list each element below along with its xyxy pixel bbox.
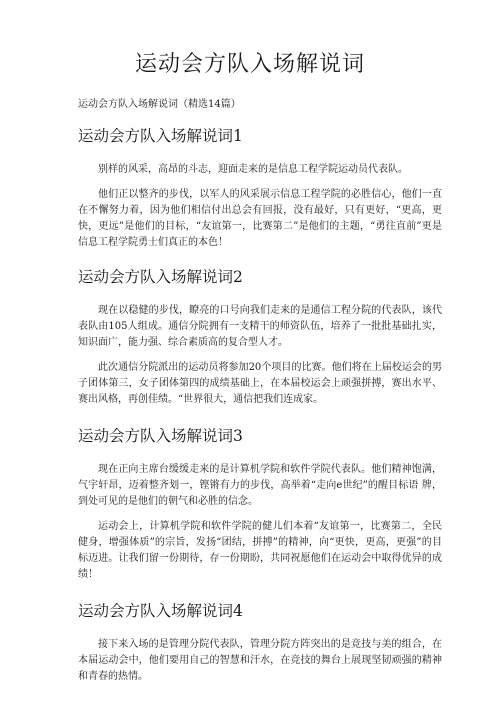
paragraph: 现在正向主席台缓缓走来的是计算机学院和软件学院代表队。他们精神饱满，气宇轩昂，迈着整齐划一，铿锵有力的步伐，高举着“走向e世纪”的醒目标语 牌，到处可见的是他们的朝气和必胜的信念。	[78, 464, 442, 507]
paragraph: 他们正以整齐的步伐，以军人的风采展示信息工程学院的必胜信心，他们一直在不懈努力着，因为他们相信付出总会有回报，没有最好，只有更好，“更高，更快，更远”是他们的目标，“友谊第一，比赛第二”是他们的主题，“勇往直前”更是信息工程学院勇士们真正的本色！	[78, 189, 442, 248]
document-subtitle: 运动会方队入场解说词（精选14篇）	[78, 99, 241, 110]
document-title: 运动会方队入场解说词	[134, 52, 365, 77]
section-heading: 运动会方队入场解说词4	[78, 602, 243, 620]
section-1	[78, 126, 442, 251]
section-heading: 运动会方队入场解说词3	[78, 427, 243, 445]
paragraph: 别样的风采，高昂的斗志，迎面走来的是信息工程学院运动员代表队。	[98, 164, 408, 175]
paragraph: 运动会上，计算机学院和软件学院的健儿们本着“友谊第一，比赛第二，全民健身，增强体质”的宗旨，发扬“团结，拼搏”的精神，向“更快，更高，更强”的目标迈进。让我们留一份期待，存一份期盼，共同祝愿他们在运动会中取得优异的成绩！	[78, 521, 442, 580]
paragraph: 现在以稳健的步伐，瞭亮的口号向我们走来的是通信工程分院的代表队，该代表队由105人组成。通信分院拥有一支精干的师资队伍，培养了一批批基础扎实，知识面广，能力强、综合素质高的复合型人才。	[78, 305, 442, 348]
section-heading: 运动会方队入场解说词1	[78, 127, 243, 145]
section-4	[78, 601, 442, 685]
paragraph: 此次通信分院派出的运动员将参加20个项目的比赛。他们将在上届校运会的男子团体第三，女子团体第四的成绩基础上，在本届校运会上顽强拼搏，赛出水平、赛出风格，再创佳绩。“世界很大，通信把我们连成家。	[78, 362, 442, 405]
paragraph: 接下来入场的是管理分院代表队，管理分院方阵突出的是竞技与美的组合，在本届运动会中，他们要用自己的智慧和汗水，在竞技的舞台上展现坚韧顽强的精神和青春的热情。	[78, 639, 442, 682]
section-2	[78, 267, 442, 408]
section-heading: 运动会方队入场解说词2	[78, 268, 243, 286]
section-3	[78, 426, 442, 583]
